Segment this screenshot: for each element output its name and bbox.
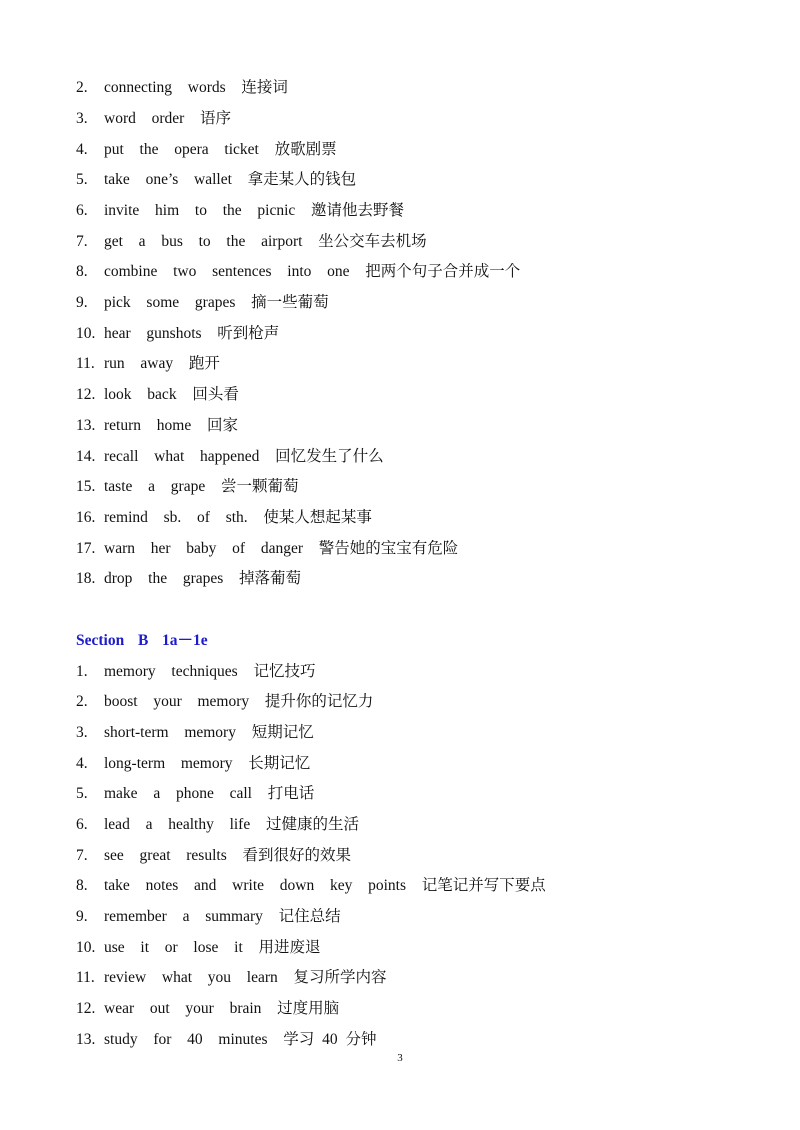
list-item (76, 78, 288, 98)
list-item (76, 723, 314, 743)
item-number: 3. (76, 724, 88, 741)
item-number: 4. (76, 755, 88, 772)
list-item (76, 1030, 377, 1050)
item-number: 5. (76, 171, 88, 188)
item-text: review what you learn 复习所学内容 (104, 969, 387, 986)
item-text: use it or lose it 用进废退 (104, 939, 321, 956)
item-text: long-term memory 长期记忆 (104, 755, 311, 772)
list-item (76, 447, 384, 467)
item-text: warn her baby of danger 警告她的宝宝有危险 (104, 540, 459, 557)
item-text: take one’s wallet 拿走某人的钱包 (104, 171, 357, 188)
list-item (76, 508, 372, 528)
list-item (76, 170, 356, 190)
list-item (76, 846, 351, 866)
item-text: pick some grapes 摘一些葡萄 (104, 294, 329, 311)
item-text: recall what happened 回忆发生了什么 (104, 448, 384, 465)
list-item (76, 968, 387, 988)
list-item (76, 293, 329, 313)
item-number: 6. (76, 816, 88, 833)
list-item (76, 999, 339, 1019)
item-number: 5. (76, 785, 88, 802)
list-item (76, 385, 239, 405)
item-text: put the opera ticket 放歌剧票 (104, 141, 337, 158)
item-text: remember a summary 记住总结 (104, 908, 341, 925)
item-number: 11. (76, 969, 95, 986)
item-text: hear gunshots 听到枪声 (104, 325, 280, 342)
item-number: 4. (76, 141, 88, 158)
list-item (76, 354, 220, 374)
list-item (76, 477, 298, 497)
item-number: 12. (76, 386, 96, 403)
list-item (76, 140, 337, 160)
item-number: 10. (76, 325, 96, 342)
item-number: 17. (76, 540, 96, 557)
list-item (76, 324, 279, 344)
list-item (76, 938, 321, 958)
item-number: 14. (76, 448, 96, 465)
item-text: see great results 看到很好的效果 (104, 847, 351, 864)
item-text: get a bus to the airport 坐公交车去机场 (104, 233, 427, 250)
item-text: word order 语序 (104, 110, 232, 127)
item-text: taste a grape 尝一颗葡萄 (104, 478, 299, 495)
list-item (76, 662, 315, 682)
item-text: short-term memory 短期记忆 (104, 724, 314, 741)
item-number: 2. (76, 693, 88, 710)
item-number: 2. (76, 79, 88, 96)
list-item (76, 815, 359, 835)
list-item (76, 569, 301, 589)
item-number: 9. (76, 908, 88, 925)
item-text: remind sb. of sth. 使某人想起某事 (104, 509, 372, 526)
item-number: 18. (76, 570, 96, 587)
item-text: lead a healthy life 过健康的生活 (104, 816, 359, 833)
item-text: study for 40 minutes 学习 40 分钟 (104, 1031, 377, 1048)
item-text: connecting words 连接词 (104, 79, 288, 96)
list-item (76, 754, 310, 774)
item-number: 6. (76, 202, 88, 219)
list-item (76, 109, 231, 129)
item-number: 7. (76, 847, 88, 864)
item-text: return home 回家 (104, 417, 238, 434)
list-item (76, 539, 458, 559)
list-item (76, 416, 238, 436)
item-number: 13. (76, 417, 96, 434)
item-text: take notes and write down key points 记笔记并写下要点 (104, 877, 546, 894)
item-number: 8. (76, 263, 88, 280)
list-item (76, 262, 520, 282)
item-number: 10. (76, 939, 96, 956)
section-heading: Section B 1a－1e (76, 632, 208, 649)
list-item (76, 232, 427, 252)
item-text: memory techniques 记忆技巧 (104, 663, 316, 680)
item-number: 16. (76, 509, 96, 526)
item-number: 8. (76, 877, 88, 894)
item-text: boost your memory 提升你的记忆力 (104, 693, 374, 710)
item-number: 13. (76, 1031, 96, 1048)
list-item (76, 784, 314, 804)
list-item (76, 907, 341, 927)
item-number: 3. (76, 110, 88, 127)
item-text: wear out your brain 过度用脑 (104, 1000, 340, 1017)
list-item (76, 876, 546, 896)
item-text: make a phone call 打电话 (104, 785, 315, 802)
item-text: drop the grapes 掉落葡萄 (104, 570, 302, 587)
page-number: 3 (397, 1052, 403, 1064)
list-item (76, 201, 404, 221)
item-number: 7. (76, 233, 88, 250)
item-text: look back 回头看 (104, 386, 239, 403)
item-text: run away 跑开 (104, 355, 220, 372)
item-number: 15. (76, 478, 96, 495)
list-item (76, 692, 373, 712)
item-text: combine two sentences into one 把两个句子合并成一个 (104, 263, 521, 280)
item-number: 12. (76, 1000, 96, 1017)
item-text: invite him to the picnic 邀请他去野餐 (104, 202, 405, 219)
item-number: 9. (76, 294, 88, 311)
item-number: 1. (76, 663, 88, 680)
item-number: 11. (76, 355, 95, 372)
